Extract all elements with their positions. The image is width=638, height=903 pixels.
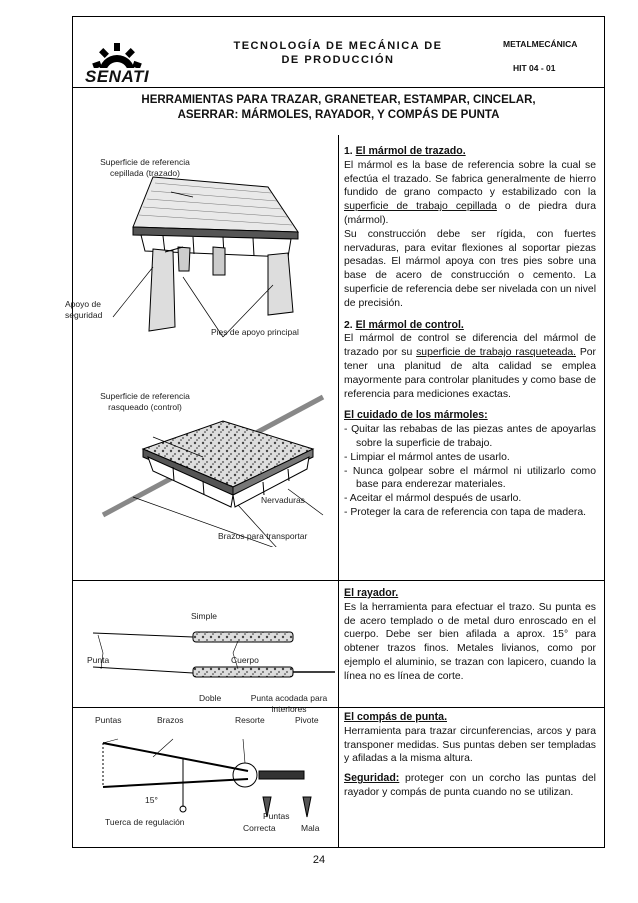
fig1-label-support-1: Apoyo de bbox=[65, 299, 101, 309]
header-title-line1: TECNOLOGÍA DE MECÁNICA DE bbox=[233, 40, 443, 52]
fig2-label-ribs: Nervaduras bbox=[261, 495, 305, 505]
care-item: - Quitar las rebabas de las piezas antes de apoyarlas sobre la superficie de trabajo. bbox=[344, 423, 596, 451]
fig1-label-feet: Pies de apoyo principal bbox=[211, 327, 299, 337]
header-title bbox=[223, 39, 453, 67]
care-item: - Limpiar el mármol antes de usarlo. bbox=[344, 451, 596, 465]
s1-p1b: o de piedra dura (mármol). bbox=[344, 201, 596, 226]
fig3-doble: Doble bbox=[199, 693, 222, 703]
fig3-bent-2: interiores bbox=[271, 704, 307, 714]
s1-paragraph-1 bbox=[344, 159, 596, 228]
safety-text: proteger con un corcho las puntas del rayador y compás de punta cuando no se utilizan. bbox=[344, 773, 596, 798]
rayador-heading: El rayador. bbox=[344, 587, 399, 599]
page-number: 24 bbox=[312, 854, 326, 866]
fig3-cuerpo: Cuerpo bbox=[231, 655, 259, 665]
main-title-line2: ASERRAR: MÁRMOLES, RAYADOR, Y COMPÁS DE PUNTA bbox=[177, 109, 500, 121]
fig4-resorte: Resorte bbox=[235, 715, 265, 725]
s2-p1a: El mármol de control se diferencia del mármol de trazado por su bbox=[344, 333, 596, 359]
fig4-puntas: Puntas bbox=[95, 715, 122, 725]
fig1-label-support bbox=[65, 299, 125, 321]
s2-p1u: superficie de trabajo rasqueteada. bbox=[416, 347, 577, 359]
section-marble-text bbox=[344, 145, 596, 520]
header-title-line2: DE PRODUCCIÓN bbox=[281, 54, 395, 66]
fig1-label-support-2: seguridad bbox=[65, 310, 103, 320]
header-divider bbox=[73, 87, 604, 88]
s1-heading bbox=[344, 145, 596, 159]
fig2-label-surface bbox=[85, 391, 205, 413]
rayador-text: Es la herramienta para efectuar el trazo. Su punta es de acero templado o de metal duro enroscado en el cuerpo. Debe ser bien afilada a aprox. 15° para obtener trazos finos. Metales livianos, como por ejemplo el aluminio, se trazan con lapicero, cuando la línea no es línea de corte. bbox=[344, 601, 596, 682]
s2-heading-num: 2. bbox=[344, 319, 353, 331]
section-compass-text bbox=[344, 711, 596, 800]
safety-label: Seguridad: bbox=[344, 772, 400, 785]
care-heading: El cuidado de los mármoles: bbox=[344, 409, 488, 422]
s2-heading-text: El mármol de control. bbox=[355, 318, 464, 331]
safety-paragraph bbox=[344, 772, 596, 800]
fig3-bent bbox=[239, 693, 339, 715]
fig4-angle: 15° bbox=[145, 795, 158, 805]
page-frame bbox=[65, 16, 605, 848]
fig3-bent-1: Punta acodada para bbox=[250, 693, 328, 703]
s1-heading-text: El mármol de trazado. bbox=[355, 145, 466, 157]
senati-logo bbox=[81, 37, 153, 87]
s2-heading bbox=[344, 319, 596, 333]
fig4-mala: Mala bbox=[301, 823, 320, 833]
fig4-correcta: Correcta bbox=[243, 823, 276, 833]
column-divider bbox=[338, 135, 339, 847]
section-scriber-text bbox=[344, 587, 596, 684]
fig2-label-arms: Brazos para transportar bbox=[218, 531, 308, 541]
care-item: - Nunca golpear sobre el mármol ni utilizarlo como base para enderezar materiales. bbox=[344, 465, 596, 493]
fig4-puntas2: Puntas bbox=[263, 811, 290, 821]
s1-p1u: superficie de trabajo cepillada bbox=[344, 201, 497, 213]
fig3-simple: Simple bbox=[191, 611, 217, 621]
logo-text: SENATI bbox=[85, 67, 150, 86]
s2-paragraph bbox=[344, 332, 596, 401]
compas-text: Herramienta para trazar circunferencias, arcos y para transponer medidas. Sus puntas deben ser templadas y afiladas a la misma altura. bbox=[344, 725, 596, 765]
care-list bbox=[344, 423, 596, 520]
fig1-label-surface bbox=[85, 157, 205, 179]
main-title bbox=[73, 93, 604, 123]
fig2-label-surface-1: Superficie de referencia bbox=[100, 391, 190, 401]
fig1-label-surface-2: cepillada (trazado) bbox=[110, 168, 180, 178]
fig4-nut: Tuerca de regulación bbox=[105, 817, 185, 827]
header-code: HIT 04 - 01 bbox=[513, 63, 556, 73]
care-item: - Aceitar el mármol después de usarlo. bbox=[344, 492, 596, 506]
fig2-label-surface-2: rasqueado (control) bbox=[108, 402, 182, 412]
main-title-line1: HERRAMIENTAS PARA TRAZAR, GRANETEAR, ESTAMPAR, CINCELAR, bbox=[141, 94, 536, 106]
s1-paragraph-2: Su construcción debe ser rígida, con fuertes nervaduras, para evitar flexiones al soportar piezas pesadas. El mármol apoya con tres pies sobre una base de acero de construcción o cemento. La superficie de referencia debe ser nivelada con un nivel de precisión. bbox=[344, 228, 596, 309]
fig3-punta: Punta bbox=[87, 655, 110, 665]
fig4-pivote: Pivote bbox=[295, 715, 319, 725]
fig1-label-surface-1: Superficie de referencia bbox=[100, 157, 190, 167]
header-area: METALMECÁNICA bbox=[503, 39, 578, 49]
care-item: - Proteger la cara de referencia con tapa de madera. bbox=[344, 506, 596, 520]
compas-heading: El compás de punta. bbox=[344, 711, 448, 723]
s1-heading-num: 1. bbox=[344, 146, 353, 157]
s2-p1b: Por tener una planitud de alta calidad se emplea mayormente para controlar planitudes y como base de referencia para mediciones exactas. bbox=[344, 347, 597, 400]
fig4-brazos: Brazos bbox=[157, 715, 184, 725]
s1-p1a: El mármol es la base de referencia sobre la cual se efectúa el trazado. Se fabrica generalmente de hierro fundido de grano compacto y estabilizado con la bbox=[344, 159, 596, 199]
